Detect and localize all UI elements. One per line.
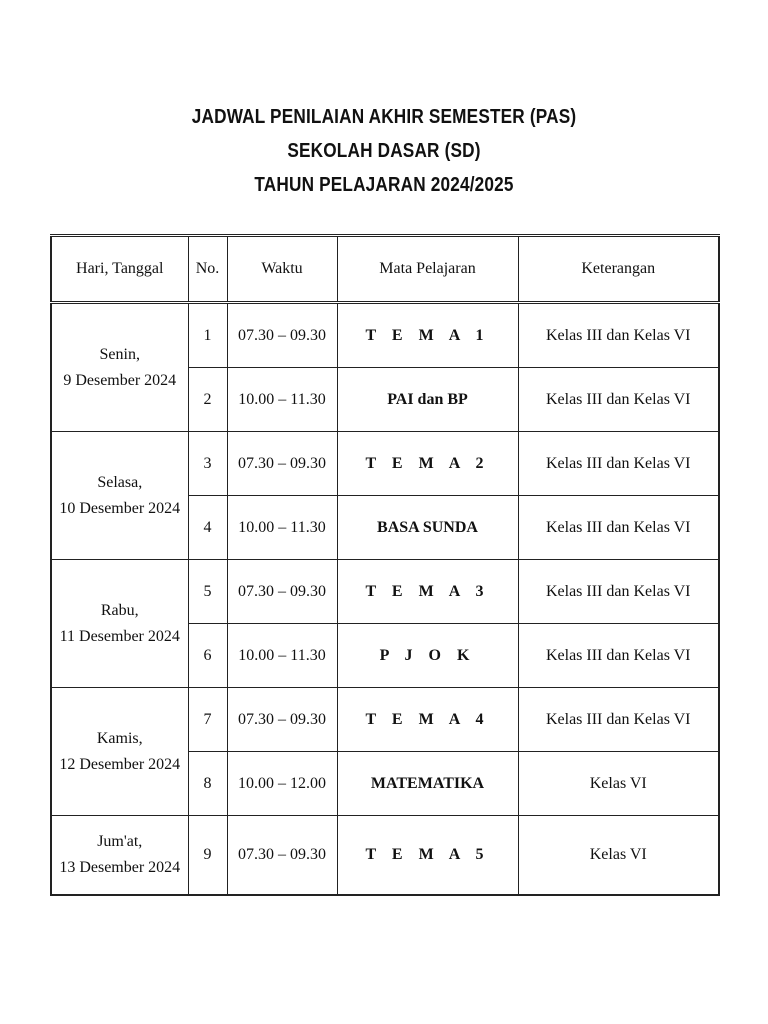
- row-note: Kelas III dan Kelas VI: [518, 432, 719, 496]
- day-name: Kamis,: [96, 729, 143, 747]
- row-note: Kelas VI: [518, 752, 719, 816]
- title-line-2: SEKOLAH DASAR (SD): [287, 140, 481, 162]
- row-time: 10.00 – 11.30: [227, 368, 337, 432]
- day-cell: [51, 432, 188, 560]
- row-subject: BASA SUNDA: [337, 496, 518, 560]
- row-time: 07.30 – 09.30: [227, 303, 337, 368]
- row-subject: T E M A 5: [337, 816, 518, 896]
- row-number: 6: [188, 624, 227, 688]
- row-number: 2: [188, 368, 227, 432]
- row-time: 07.30 – 09.30: [227, 688, 337, 752]
- table-row: [51, 303, 719, 368]
- row-subject: PAI dan BP: [337, 368, 518, 432]
- row-number: 8: [188, 752, 227, 816]
- row-number: 9: [188, 816, 227, 896]
- day-cell: [51, 560, 188, 688]
- row-number: 1: [188, 303, 227, 368]
- row-time: 10.00 – 12.00: [227, 752, 337, 816]
- table-header-row: [51, 236, 719, 303]
- day-name: Rabu,: [100, 601, 139, 619]
- table-row: [51, 688, 719, 752]
- title-line-3: TAHUN PELAJARAN 2024/2025: [254, 174, 514, 196]
- row-time: 07.30 – 09.30: [227, 560, 337, 624]
- header-note: Keterangan: [518, 236, 719, 303]
- row-subject: T E M A 1: [337, 303, 518, 368]
- table-row: [51, 432, 719, 496]
- exam-schedule-table: [50, 234, 720, 896]
- row-note: Kelas III dan Kelas VI: [518, 688, 719, 752]
- row-subject: T E M A 3: [337, 560, 518, 624]
- row-number: 4: [188, 496, 227, 560]
- row-note: Kelas VI: [518, 816, 719, 896]
- title-line-1: JADWAL PENILAIAN AKHIR SEMESTER (PAS): [191, 106, 577, 128]
- table-row: [51, 816, 719, 896]
- row-time: 10.00 – 11.30: [227, 624, 337, 688]
- header-day-date: Hari, Tanggal: [51, 236, 188, 303]
- day-cell: [51, 303, 188, 432]
- day-cell: [51, 688, 188, 816]
- day-name: Senin,: [99, 345, 140, 363]
- row-time: 07.30 – 09.30: [227, 432, 337, 496]
- row-note: Kelas III dan Kelas VI: [518, 303, 719, 368]
- row-time: 10.00 – 11.30: [227, 496, 337, 560]
- document-title: [0, 100, 768, 202]
- day-date: 11 Desember 2024: [59, 627, 180, 645]
- row-subject: T E M A 4: [337, 688, 518, 752]
- header-subject: Mata Pelajaran: [337, 236, 518, 303]
- day-date: 9 Desember 2024: [63, 371, 177, 389]
- row-time: 07.30 – 09.30: [227, 816, 337, 896]
- day-date: 12 Desember 2024: [59, 755, 181, 773]
- row-subject: MATEMATIKA: [337, 752, 518, 816]
- row-subject: P J O K: [337, 624, 518, 688]
- row-number: 5: [188, 560, 227, 624]
- day-name: Jum'at,: [97, 833, 143, 850]
- day-name: Selasa,: [97, 473, 143, 491]
- table-row: [51, 560, 719, 624]
- row-number: 3: [188, 432, 227, 496]
- header-time: Waktu: [227, 236, 337, 303]
- day-cell: [51, 816, 188, 896]
- row-note: Kelas III dan Kelas VI: [518, 560, 719, 624]
- day-date: 10 Desember 2024: [59, 499, 181, 517]
- header-number: No.: [188, 236, 227, 303]
- row-number: 7: [188, 688, 227, 752]
- row-subject: T E M A 2: [337, 432, 518, 496]
- day-date: 13 Desember 2024: [59, 859, 181, 876]
- row-note: Kelas III dan Kelas VI: [518, 496, 719, 560]
- row-note: Kelas III dan Kelas VI: [518, 368, 719, 432]
- row-note: Kelas III dan Kelas VI: [518, 624, 719, 688]
